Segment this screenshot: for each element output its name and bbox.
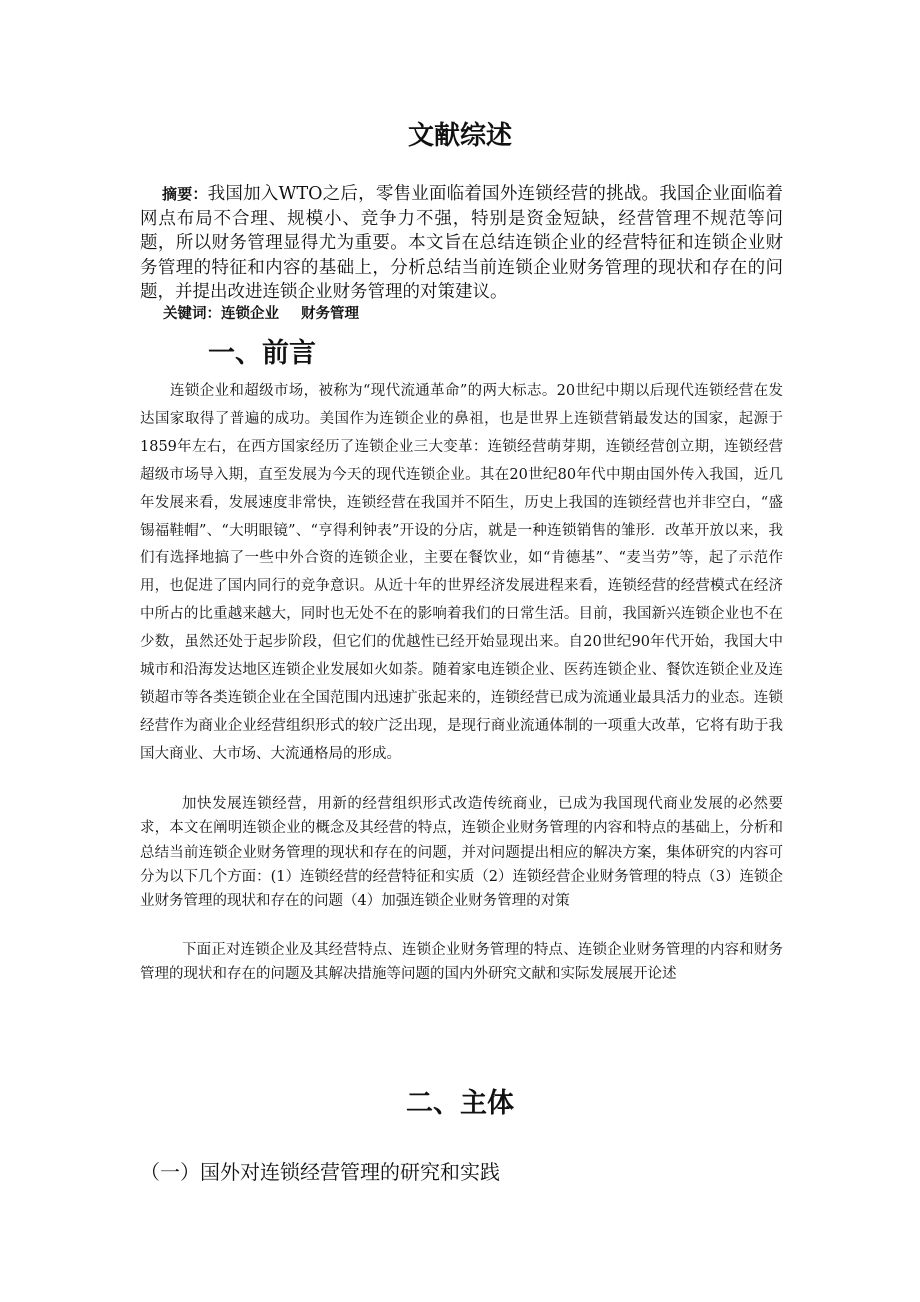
keyword-item: 连锁企业 — [221, 306, 279, 322]
intro-paragraph-3: 下面正对连锁企业及其经营特点、连锁企业财务管理的特点、连锁企业财务管理的内容和财务管理的现状和存在的问题及其解决措施等问题的国内外研究文献和实际发展展开论述 — [140, 942, 783, 983]
subsection-heading: （一）国外对连锁经营管理的研究和实践 — [140, 1160, 500, 1184]
abstract-label: 摘要： — [162, 185, 208, 203]
keyword-item: 财务管理 — [301, 306, 359, 322]
section-heading-main: 二、主体 — [406, 1088, 514, 1119]
keywords-line — [163, 304, 359, 324]
intro-paragraph-1: 连锁企业和超级市场，被称为“现代流通革命”的两大标志。20世纪中期以后现代连锁经营在发达国家取得了普遍的成功。美国作为连锁企业的鼻祖，也是世界上连锁营销最发达的国家，起源于1859年左右，在西方国家经历了连锁企业三大变革：连锁经营萌芽期，连锁经营创立期，连锁经营超级市场导入期，直至发展为今天的现代连锁企业。其在20世纪80年代中期由国外传入我国，近几年发展来看，发展速度非常快，连锁经营在我国并不陌生，历史上我国的连锁经营也并非空白，“盛锡福鞋帽”、“大明眼镜”、“亨得利钟表”开设的分店，就是一种连锁销售的雏形．改革开放以来，我们有选择地搞了一些中外合资的连锁企业，主要在餐饮业，如“肯德基”、“麦当劳”等，起了示范作用，也促进了国内同行的竞争意识。从近十年的世界经济发展进程来看，连锁经营的经营模式在经济中所占的比重越来越大，同时也无处不在的影响着我们的日常生活。目前，我国新兴连锁企业也不在少数，虽然还处于起步阶段，但它们的优越性已经开始显现出来。自20世纪90年代开始，我国大中城市和沿海发达地区连锁企业发展如火如荼。随着家电连锁企业、医药连锁企业、餐饮连锁企业及连锁超市等各类连锁企业在全国范围内迅速扩张起来的，连锁经营已成为流通业最具活力的业态。连锁经营作为商业企业经营组织形式的较广泛出现，是现行商业流通体制的一项重大改革，它将有助于我国大商业、大市场、大流通格局的形成。 — [140, 383, 783, 762]
document-title: 文献综述 — [407, 121, 512, 151]
keywords-label: 关键词： — [163, 306, 221, 322]
section-heading-intro: 一、前言 — [208, 338, 316, 369]
intro-paragraph-2: 加快发展连锁经营，用新的经营组织形式改造传统商业，已成为我国现代商业发展的必然要求，本文在阐明连锁企业的概念及其经营的特点，连锁企业财务管理的内容和特点的基础上，分析和总结当前连锁企业财务管理的现状和存在的问题，并对问题提出相应的解决方案，集体研究的内容可分为以下几个方面：(1）连锁经营的经营特征和实质（2）连锁经营企业财务管理的特点（3）连锁企业财务管理的现状和存在的问题（4）加强连锁企业财务管理的对策 — [140, 796, 783, 910]
abstract-paragraph — [140, 182, 783, 305]
abstract-text: 我国加入WTO之后，零售业面临着国外连锁经营的挑战。我国企业面临着网点布局不合理、规模小、竞争力不强，特别是资金短缺，经营管理不规范等问题，所以财务管理显得尤为重要。本文旨在总结连锁企业的经营特征和连锁企业财务管理的特征和内容的基础上，分析总结当前连锁企业财务管理的现状和存在的问题，并提出改进连锁企业财务管理的对策建议。 — [140, 184, 783, 302]
